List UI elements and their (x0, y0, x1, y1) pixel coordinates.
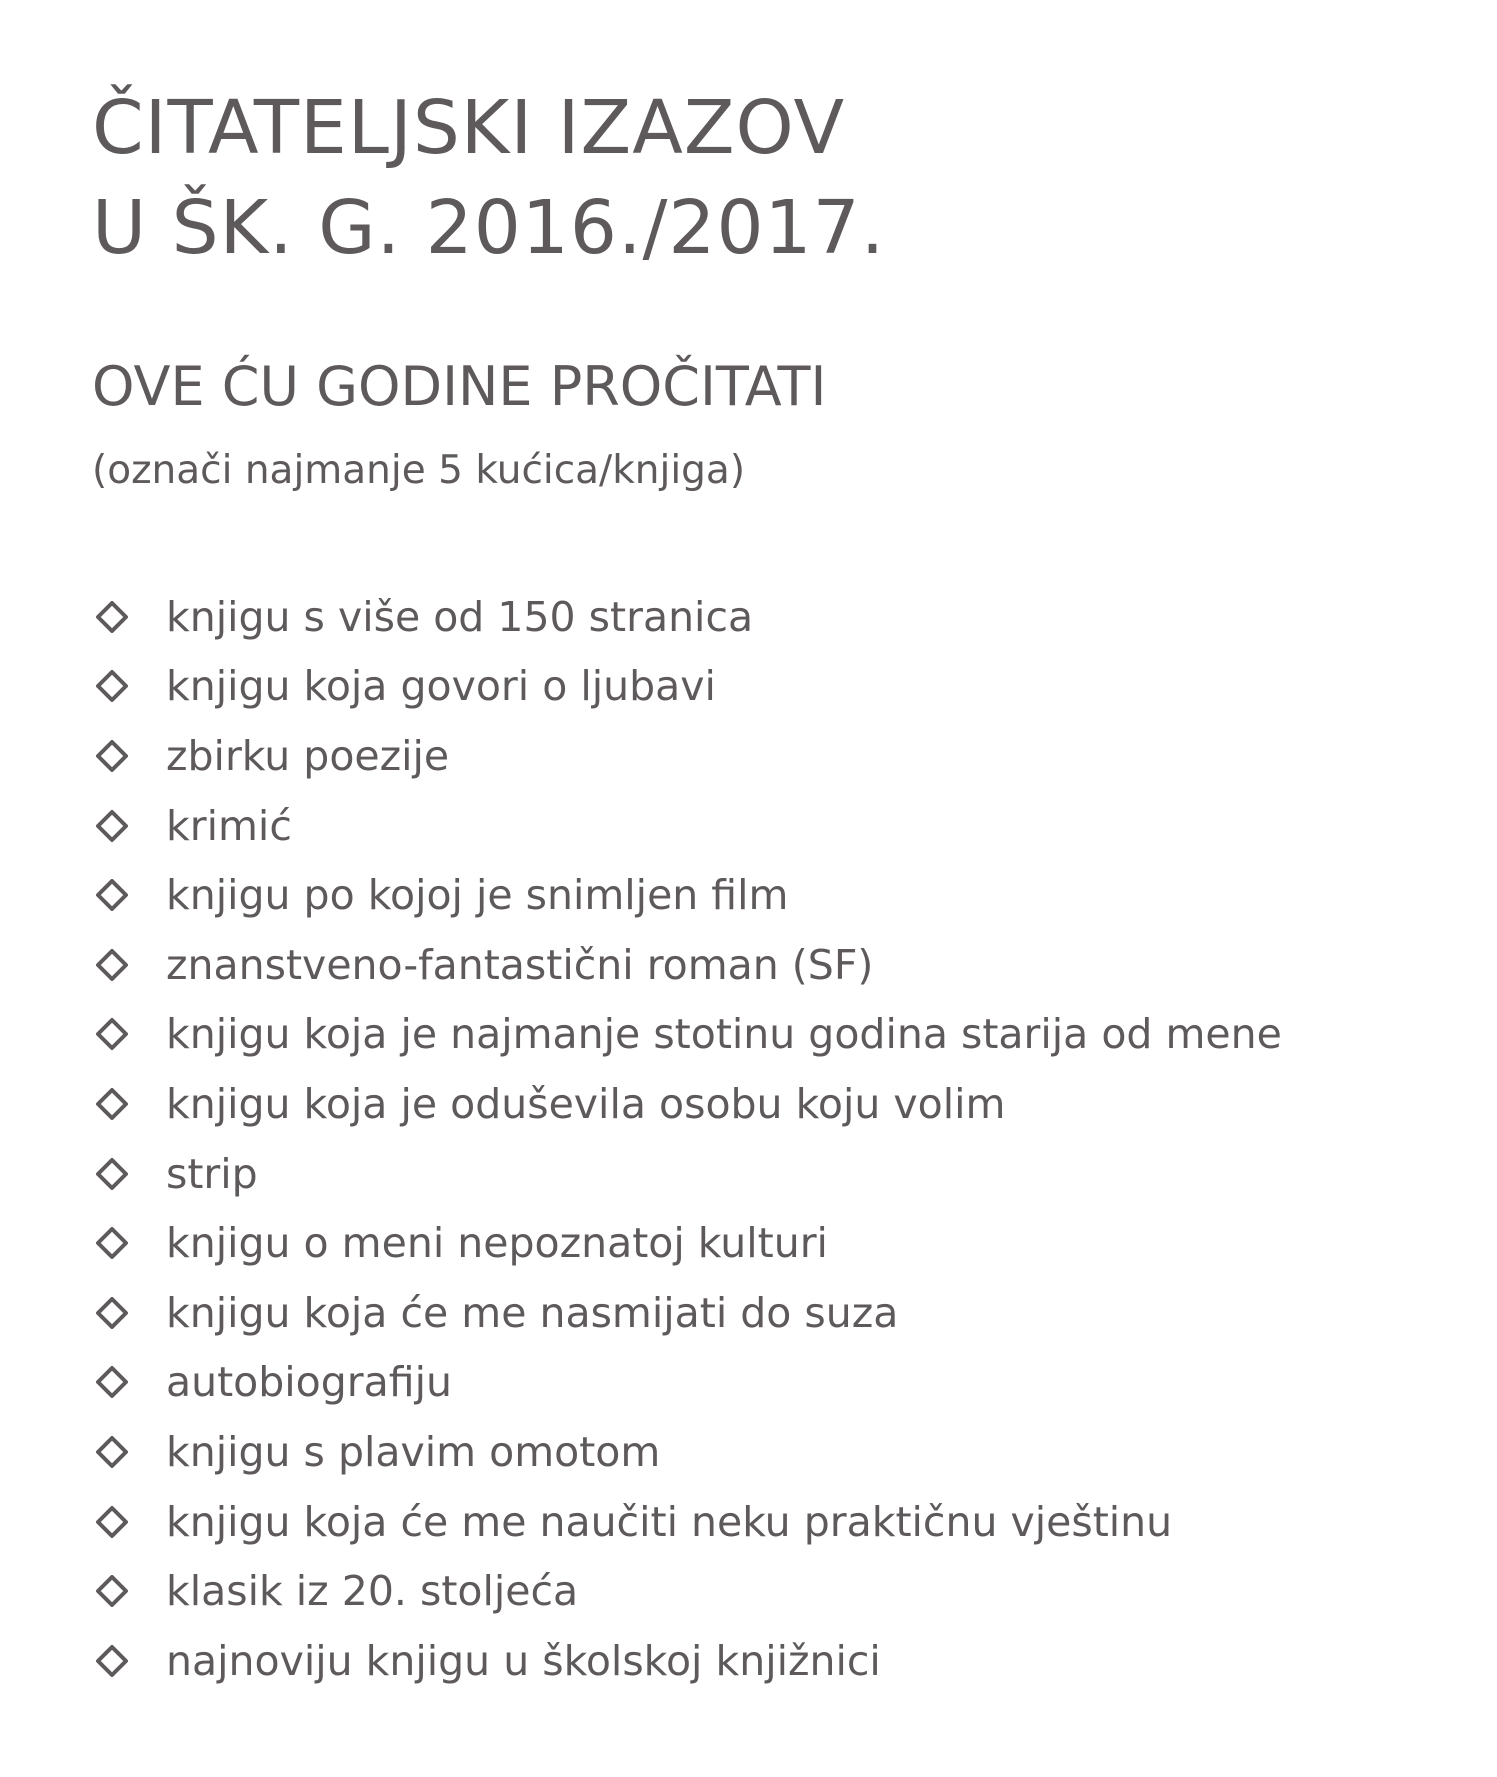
reading-checklist (92, 582, 1282, 1696)
diamond-checkbox-icon[interactable] (92, 1154, 132, 1194)
diamond-checkbox-icon[interactable] (92, 597, 132, 637)
checklist-item-label: knjigu s više od 150 stranica (166, 592, 754, 641)
title-line-2: U ŠK. G. 2016./2017. (92, 185, 886, 271)
checklist-item-label: knjigu po kojoj je snimljen film (166, 871, 789, 920)
checklist-item (92, 1208, 1282, 1278)
checklist-item (92, 1556, 1282, 1626)
diamond-checkbox-icon[interactable] (92, 1223, 132, 1263)
checklist-item (92, 860, 1282, 930)
checklist-item (92, 1487, 1282, 1557)
checklist-item-label: knjigu s plavim omotom (166, 1427, 661, 1476)
diamond-checkbox-icon[interactable] (92, 806, 132, 846)
diamond-checkbox-icon[interactable] (92, 945, 132, 985)
checklist-item (92, 930, 1282, 1000)
checklist-item-label: knjigu koja će me naučiti neku praktičnu vještinu (166, 1497, 1173, 1546)
checklist-item (92, 791, 1282, 861)
checklist-item-label: znanstveno-fantastični roman (SF) (166, 940, 874, 989)
diamond-checkbox-icon[interactable] (92, 736, 132, 776)
diamond-checkbox-icon[interactable] (92, 1432, 132, 1472)
diamond-checkbox-icon[interactable] (92, 1502, 132, 1542)
checklist-item-label: autobiografiju (166, 1358, 452, 1407)
page-title (92, 78, 885, 278)
checklist-item-label: strip (166, 1149, 258, 1198)
diamond-checkbox-icon[interactable] (92, 1571, 132, 1611)
checklist-item-label: knjigu koja je oduševila osobu koju volim (166, 1079, 1006, 1128)
checklist-item (92, 721, 1282, 791)
checklist-item-label: knjigu koja će me nasmijati do suza (166, 1288, 899, 1337)
diamond-checkbox-icon[interactable] (92, 1014, 132, 1054)
diamond-checkbox-icon[interactable] (92, 1084, 132, 1124)
checklist-item (92, 1278, 1282, 1348)
diamond-checkbox-icon[interactable] (92, 1362, 132, 1402)
checklist-item (92, 1417, 1282, 1487)
checklist-item (92, 1000, 1282, 1070)
checklist-item (92, 1069, 1282, 1139)
diamond-checkbox-icon[interactable] (92, 1641, 132, 1681)
checklist-item (92, 1348, 1282, 1418)
instruction-text: (označi najmanje 5 kućica/knjiga) (92, 448, 746, 493)
checklist-item-label: knjigu koja je najmanje stotinu godina starija od mene (166, 1010, 1282, 1059)
checklist-item-label: klasik iz 20. stoljeća (166, 1567, 579, 1616)
checklist-item-label: zbirku poezije (166, 731, 450, 780)
checklist-item (92, 652, 1282, 722)
checklist-item (92, 1626, 1282, 1696)
diamond-checkbox-icon[interactable] (92, 875, 132, 915)
title-line-1: ČITATELJSKI IZAZOV (92, 85, 846, 171)
checklist-item-label: knjigu o meni nepoznatoj kulturi (166, 1219, 828, 1268)
checklist-item (92, 582, 1282, 652)
checklist-item-label: krimić (166, 801, 292, 850)
checklist-item-label: knjigu koja govori o ljubavi (166, 662, 716, 711)
diamond-checkbox-icon[interactable] (92, 1293, 132, 1333)
section-heading: OVE ĆU GODINE PROČITATI (92, 355, 827, 418)
checklist-item (92, 1139, 1282, 1209)
diamond-checkbox-icon[interactable] (92, 666, 132, 706)
checklist-item-label: najnoviju knjigu u školskoj knjižnici (166, 1636, 881, 1685)
